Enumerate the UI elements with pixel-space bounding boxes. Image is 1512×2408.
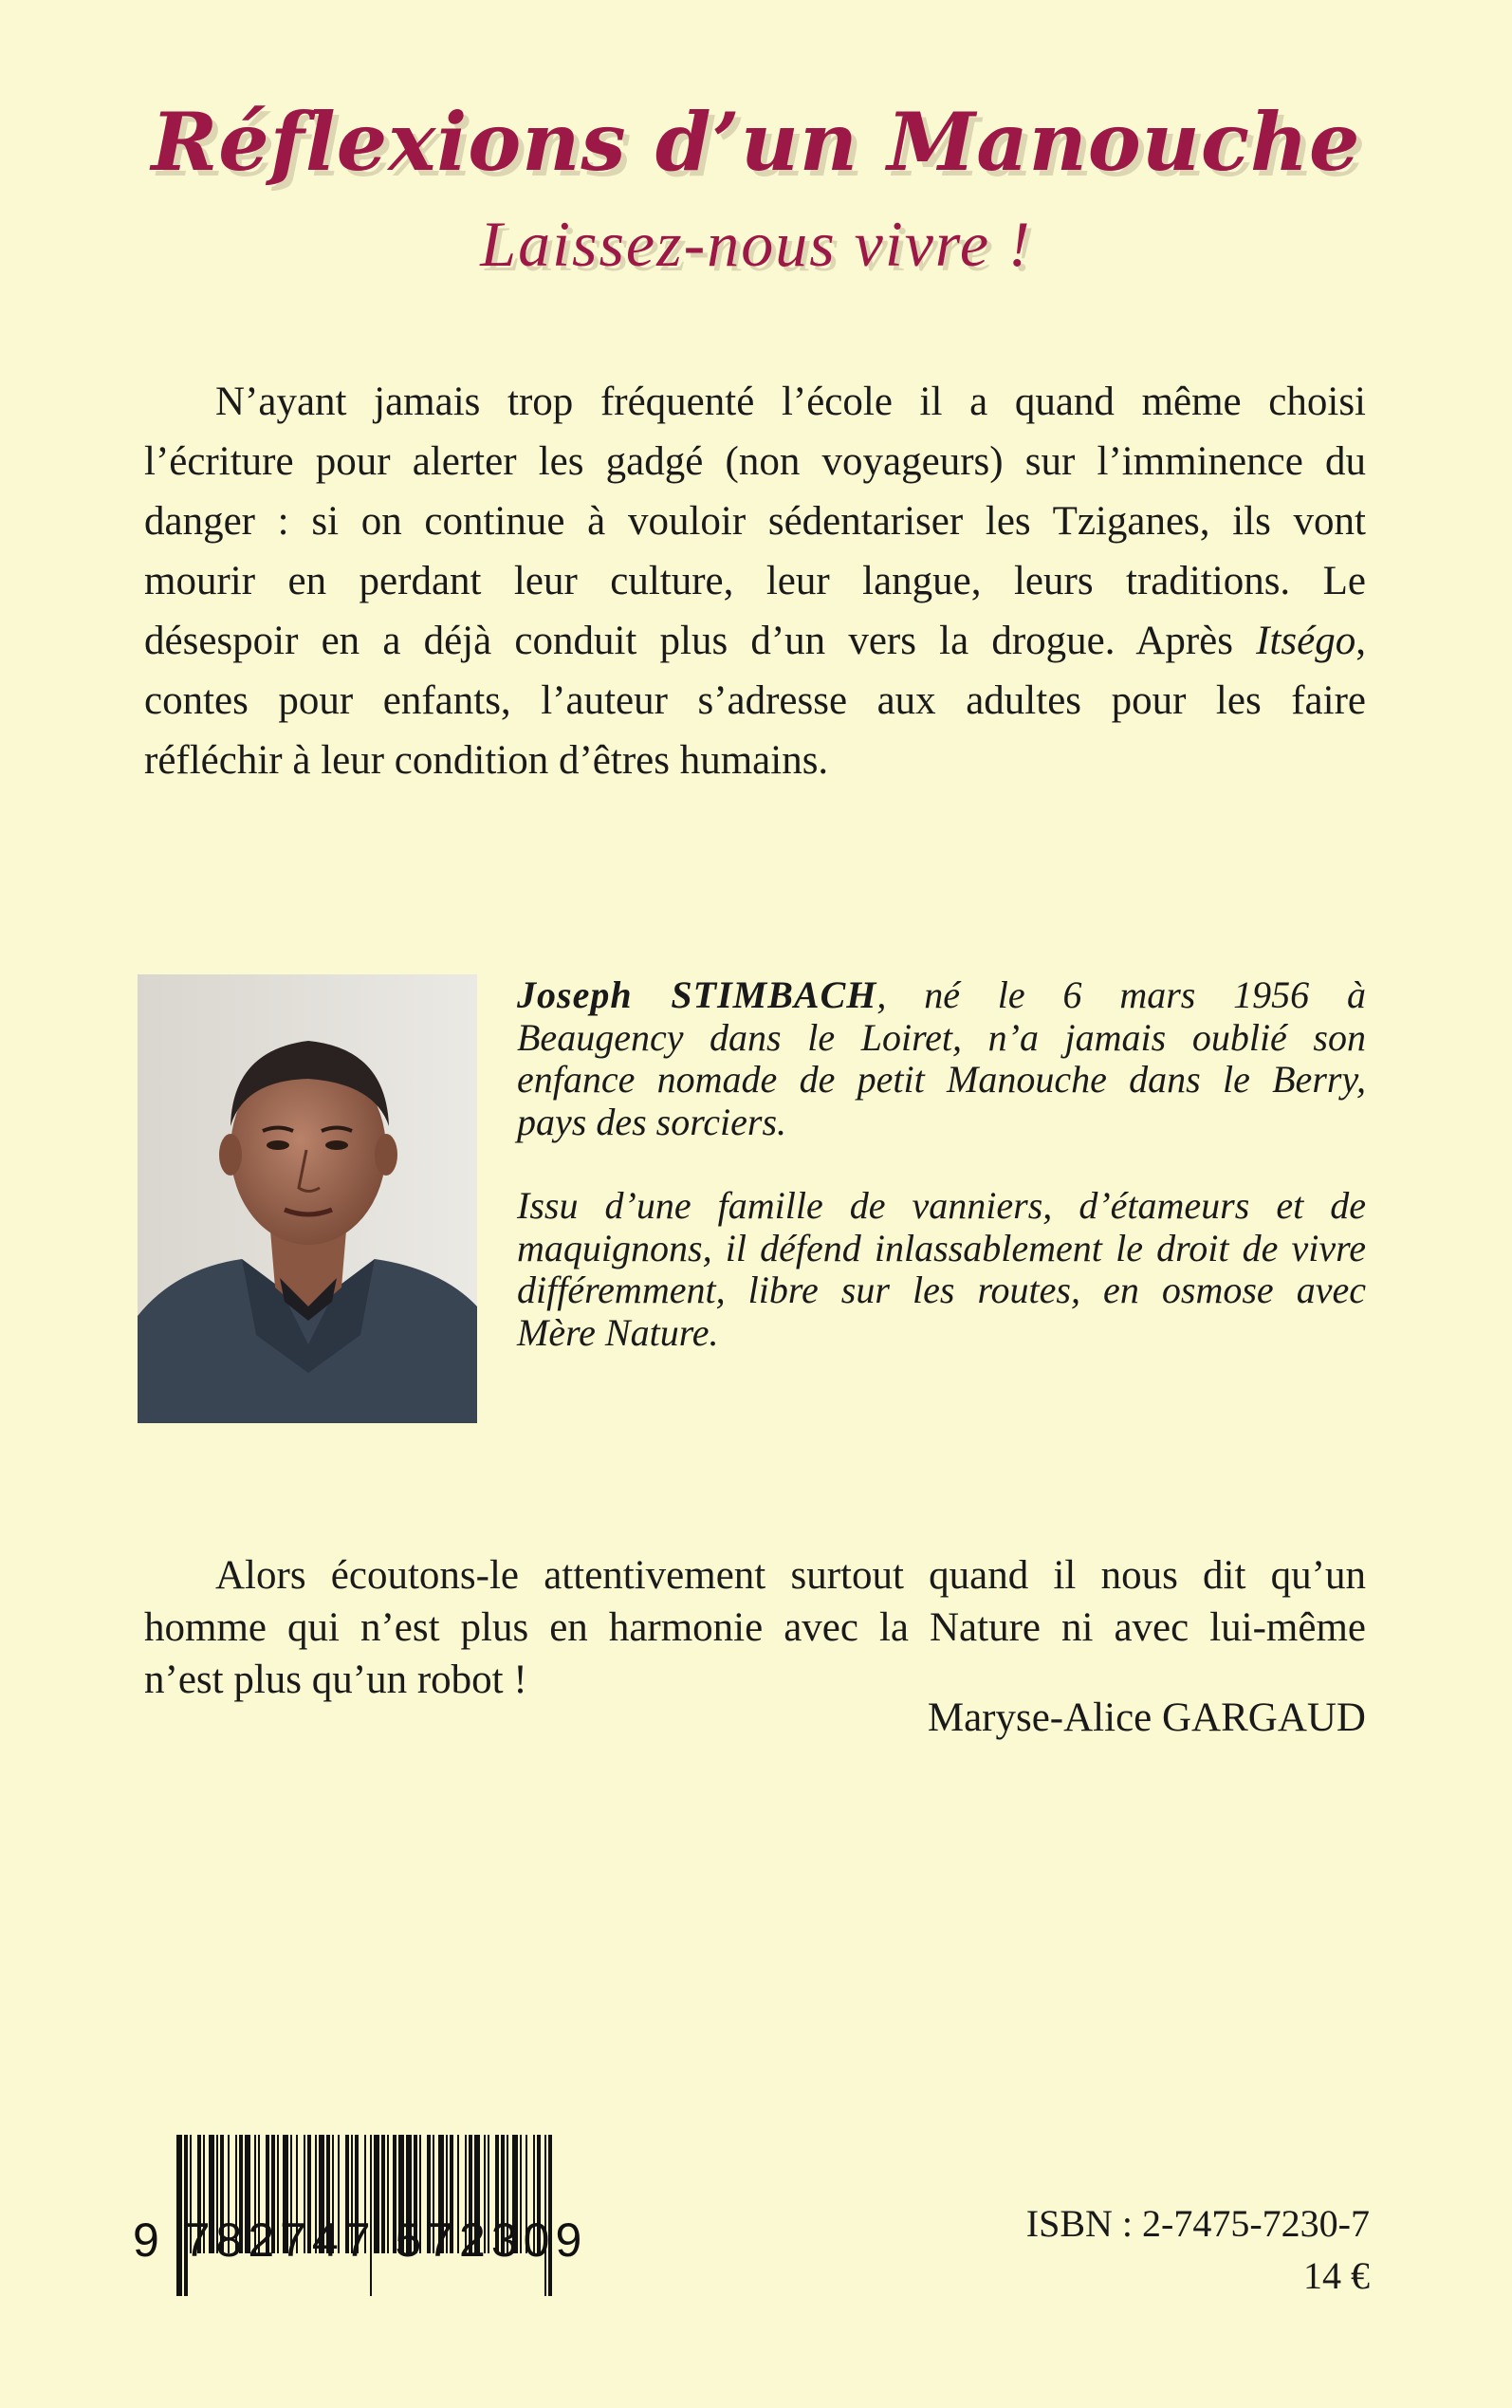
signature: Maryse-Alice GARGAUD	[927, 1695, 1366, 1740]
blurb-line: N’ayant jamais trop fréquenté l’école il a quand même choisi	[215, 380, 1366, 424]
bio-line: enfance nomade de petit Manouche dans le Berry,	[517, 1058, 1366, 1101]
author-bio	[517, 974, 1366, 1354]
bio-line: Mère Nature.	[517, 1310, 719, 1354]
author-photo	[138, 974, 477, 1423]
closing-line: n’est plus qu’un robot !	[144, 1658, 527, 1702]
blurb-line: danger : si on continue à vouloir sédentariser les Tziganes, ils vont	[144, 499, 1366, 544]
barcode-digits: 9 782747 572309	[133, 2214, 588, 2267]
bio-line: maquignons, il défend inlassablement le droit de vivre	[517, 1226, 1366, 1269]
closing-paragraph	[144, 1549, 1366, 1706]
author-name: Joseph STIMBACH	[517, 973, 877, 1016]
bio-line: Beaugency dans le Loiret, n’a jamais oublié son	[517, 1015, 1366, 1059]
closing-line: Alors écoutons-le attentivement surtout quand il nous dit qu’un	[215, 1553, 1366, 1598]
price: 14 €	[1303, 2254, 1370, 2297]
bio-line: pays des sorciers.	[517, 1100, 787, 1143]
bio-line: différemment, libre sur les routes, en osmose avec	[517, 1269, 1366, 1311]
bio-line: Joseph STIMBACH, né le 6 mars 1956 à	[517, 973, 1367, 1016]
itsego-title: Itségo	[1256, 619, 1356, 663]
book-title: Réflexions d’un Manouche	[151, 95, 1361, 189]
blurb-line: mourir en perdant leur culture, leur langue, leurs traditions. Le	[144, 559, 1366, 603]
blurb-line: contes pour enfants, l’auteur s’adresse aux adultes pour les faire	[144, 678, 1366, 723]
blurb-paragraph	[144, 372, 1366, 790]
isbn: ISBN : 2-7475-7230-7	[1025, 2202, 1370, 2245]
closing-line: homme qui n’est plus en harmonie avec la Nature ni avec lui-même	[144, 1605, 1366, 1650]
blurb-line: l’écriture pour alerter les gadgé (non voyageurs) sur l’imminence du	[144, 439, 1366, 484]
blurb-line: désespoir en a déjà conduit plus d’un vers la drogue. Après Itségo,	[144, 619, 1366, 663]
blurb-line: réfléchir à leur condition d’êtres humains.	[144, 738, 829, 783]
book-subtitle: Laissez-nous vivre !	[480, 208, 1032, 280]
bio-line: Issu d’une famille de vanniers, d’étameurs et de	[517, 1184, 1366, 1227]
